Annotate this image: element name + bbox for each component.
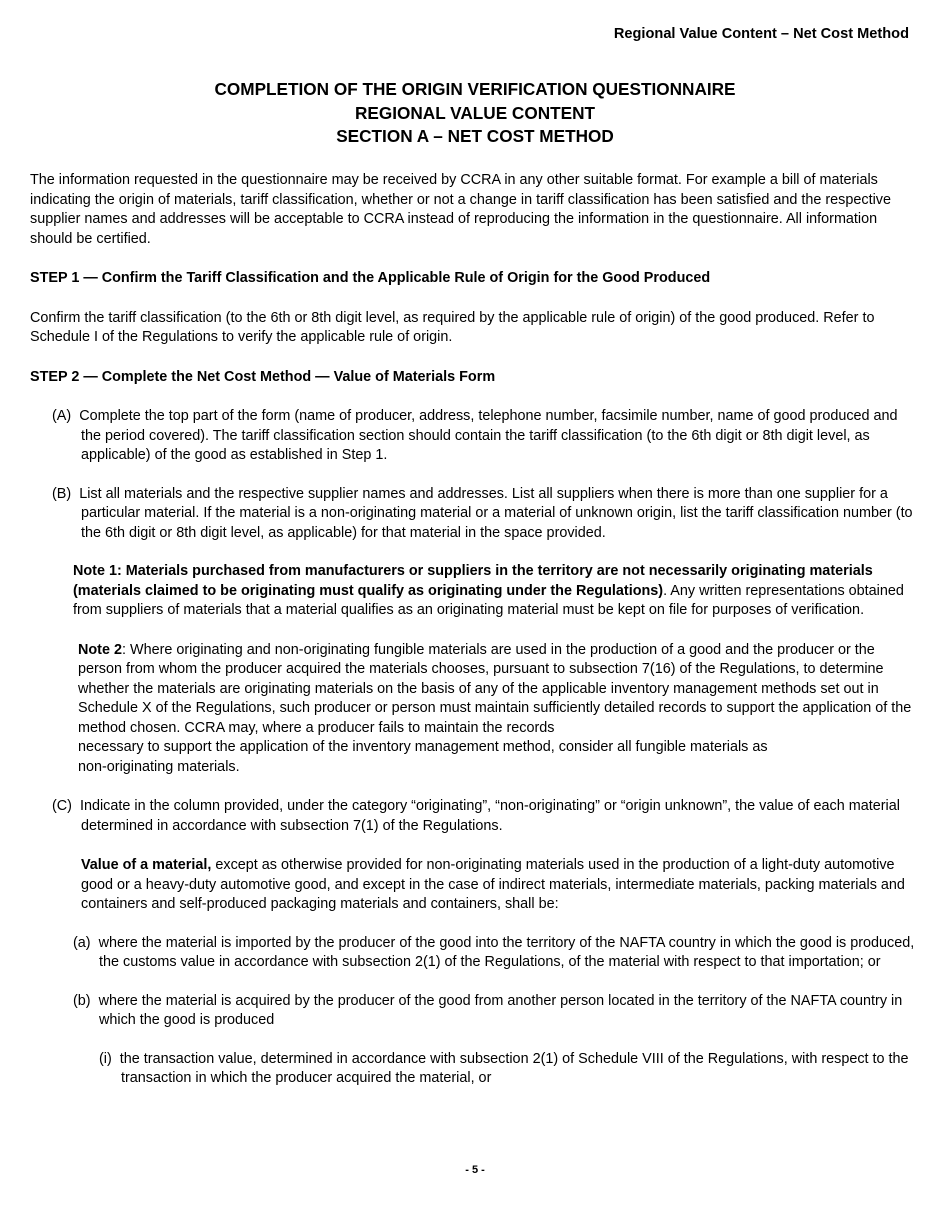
sub-item-a <box>30 934 915 973</box>
sub-text: where the material is imported by the producer of the good into the territory of the NAFTA country in which the good is produced, the customs value in accordance with subsection 2(1) of the Regulations, of the material with respect to that importation; or <box>98 934 915 970</box>
value-of-material-paragraph <box>81 856 915 915</box>
value-of-material-bold: Value of a material, <box>81 857 212 873</box>
list-text: Indicate in the column provided, under the category “originating”, “non-originating” or “origin unknown”, the value of each material determined in accordance with subsection 7(1) of the Regulations. <box>79 798 900 834</box>
value-of-material-text: except as otherwise provided for non-originating materials used in the production of a light-duty automotive good or a heavy-duty automotive good, and except in the case of indirect materials, intermediate materials, packing materials and containers and self-produced packaging materials and containers, shall be: <box>81 857 905 912</box>
note-1 <box>73 562 915 621</box>
page-number: - 5 - <box>465 1164 485 1176</box>
list-marker: (C) <box>52 798 72 814</box>
title-line-1: COMPLETION OF THE ORIGIN VERIFICATION QUESTIONNAIRE <box>214 79 736 99</box>
page-title <box>0 78 950 149</box>
list-marker: (B) <box>52 485 72 502</box>
list-item-b <box>30 485 915 544</box>
note-2-bold: Note 2 <box>78 641 122 658</box>
list-text: List all materials and the respective supplier names and addresses. List all suppliers when there is more than one supplier for a particular material. If the material is a non-originating material or a material of unknown origin, list the tariff classification number (to the 6th digit or 8th digit level, as applicable) for that material in the space provided. <box>79 485 913 541</box>
step-1-heading: STEP 1 — Confirm the Tariff Classification and the Applicable Rule of Origin for the Good Produced <box>30 270 711 286</box>
document-body <box>30 171 915 1089</box>
list-text: Complete the top part of the form (name of producer, address, telephone number, facsimile number, name of good produced and the period covered). The tariff classification section should contain the tariff classification (to the 6th digit or 8th digit level, as applicable) of the good as established in Step 1. <box>79 408 898 463</box>
note-2-text-line-3: non-originating materials. <box>78 758 240 775</box>
title-line-3: SECTION A – NET COST METHOD <box>336 126 614 146</box>
subsub-marker: (i) <box>99 1050 112 1067</box>
note-1-text: . Any written representations obtained from suppliers of materials that a material qualifies as an originating material must be kept on file for purposes of verification. <box>73 582 904 618</box>
step-1-text: Confirm the tariff classification (to the 6th or 8th digit level, as required by the applicable rule of origin) of the good produced. Refer to Schedule I of the Regulations to verify the applicable rule of origin. <box>30 309 875 345</box>
note-2-text-line-2: necessary to support the application of the inventory management method, consider all fungible materials as <box>78 739 768 755</box>
title-line-2: REGIONAL VALUE CONTENT <box>355 102 595 123</box>
note-2-text: : Where originating and non-originating fungible materials are used in the production of a good and the producer or the person from whom the producer acquired the materials chooses, pursuant to subsection 7(16) of the Regulations, to determine whether the materials are originating materials on the basis of any of the applicable inventory management methods set out in Schedule X of the Regulations, such producer or person must maintain sufficiently detailed records to support the application of the method chosen. CCRA may, where a producer fails to maintain the records <box>78 641 912 736</box>
sub-item-b <box>30 992 915 1031</box>
list-item-a <box>30 407 915 466</box>
step-2-heading: STEP 2 — Complete the Net Cost Method — Value of Materials Form <box>30 368 496 385</box>
sub-marker: (a) <box>73 934 91 951</box>
list-item-c <box>30 797 915 836</box>
list-marker: (A) <box>52 408 72 424</box>
note-2 <box>78 641 915 778</box>
subsub-text: the transaction value, determined in accordance with subsection 2(1) of Schedule VIII of the Regulations, with respect to the transaction in which the producer acquired the material, or <box>119 1050 909 1086</box>
note-1-bold: Note 1: Materials purchased from manufacturers or suppliers in the territory are not necessarily originating materials (materials claimed to be originating must qualify as originating under the Regulations) <box>73 563 873 599</box>
intro-paragraph: The information requested in the questionnaire may be received by CCRA in any other suitable format. For example a bill of materials indicating the origin of materials, tariff classification, whether or not a change in tariff classification has been satisfied and the respective supplier names and addresses will be acceptable to CCRA instead of reproducing the information in the questionnaire. All information should be certified. <box>30 172 891 247</box>
sub-marker: (b) <box>73 992 91 1009</box>
subsub-item-i <box>30 1050 915 1089</box>
running-header: Regional Value Content – Net Cost Method <box>613 26 909 42</box>
sub-text: where the material is acquired by the producer of the good from another person located in the territory of the NAFTA country in which the good is produced <box>98 992 903 1028</box>
